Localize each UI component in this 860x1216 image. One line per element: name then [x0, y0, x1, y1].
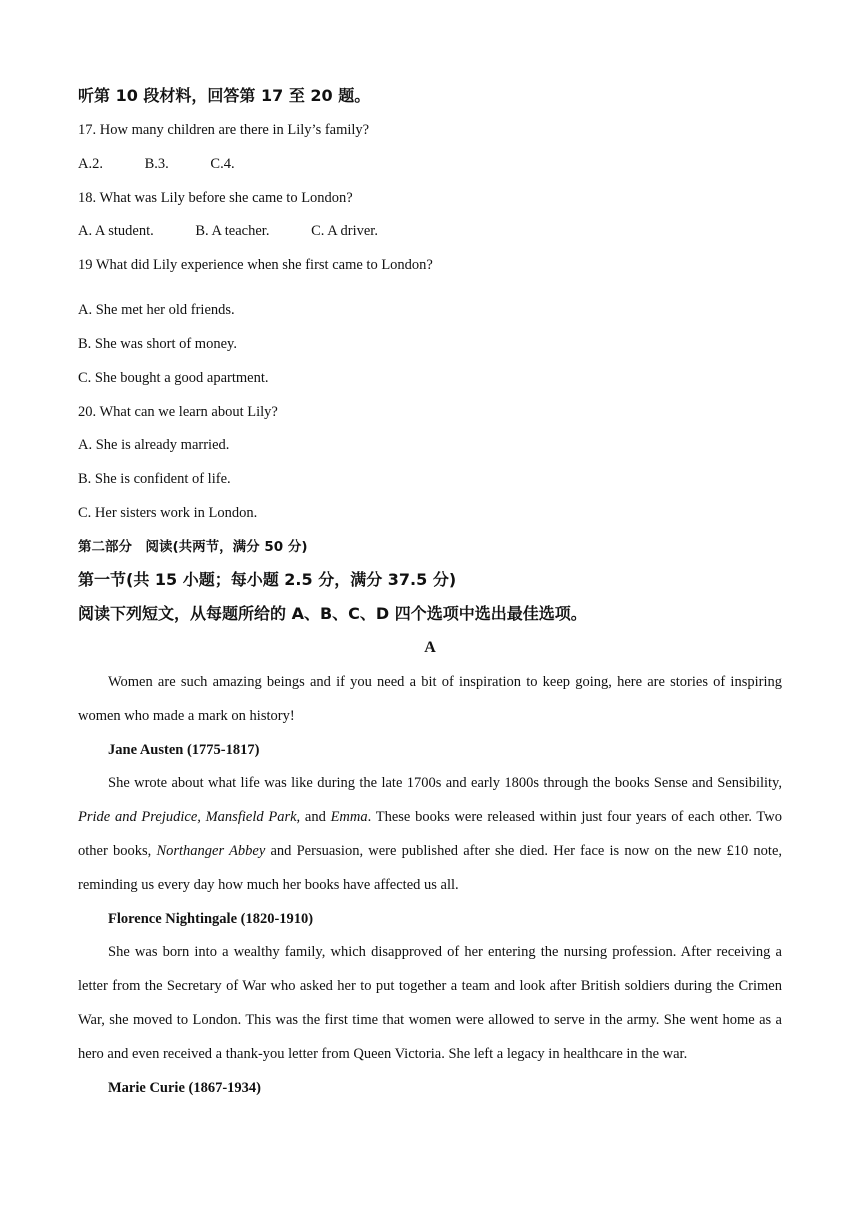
- option-20-a: A. She is already married.: [78, 437, 230, 453]
- option-19-b: B. She was short of money.: [78, 336, 237, 352]
- option-19-a: A. She met her old friends.: [78, 302, 235, 318]
- question-20: 20. What can we learn about Lily?: [78, 404, 278, 420]
- option-20-c: C. Her sisters work in London.: [78, 505, 258, 521]
- question-19: 19 What did Lily experience when she first came to London?: [78, 257, 433, 273]
- question-18: 18. What was Lily before she came to London?: [78, 190, 353, 206]
- austen-italic-emma: Emma: [330, 809, 368, 825]
- curie-title: Marie Curie (1867-1934): [108, 1080, 262, 1096]
- question-17-options: [78, 155, 235, 173]
- option-17-b: B.3.: [144, 156, 169, 172]
- passage-label: A: [424, 639, 436, 656]
- austen-text-2: and: [300, 809, 331, 825]
- option-19-c: C. She bought a good apartment.: [78, 370, 269, 386]
- section1-header: 第一节(共 15 小题；每小题 2.5 分，满分 37.5 分): [78, 570, 457, 589]
- question-17: 17. How many children are there in Lily’s family?: [78, 122, 370, 138]
- option-20-b: B. She is confident of life.: [78, 471, 231, 487]
- nightingale-title: Florence Nightingale (1820-1910): [108, 911, 314, 927]
- part2-header: 第二部分 阅读(共两节，满分 50 分): [78, 539, 308, 555]
- austen-text-3: . These books were released within just four years of each other. Two other books,: [78, 809, 783, 859]
- question-18-options: [78, 222, 378, 240]
- austen-italic-titles: Pride and Prejudice, Mansfield Park,: [78, 809, 301, 825]
- option-17-c: C.4.: [210, 156, 235, 172]
- option-18-c: C. A driver.: [311, 223, 378, 239]
- section10-header: 听第 10 段材料，回答第 17 至 20 题。: [78, 86, 371, 105]
- austen-title: Jane Austen (1775-1817): [108, 742, 260, 758]
- austen-text-1: She wrote about what life was like during the late 1700s and early 1800s through the books Sense and Sensibility,: [108, 775, 782, 791]
- austen-italic-northanger: Northanger Abbey: [156, 843, 266, 859]
- reading-instructions: 阅读下列短文，从每题所给的 A、B、C、D 四个选项中选出最佳选项。: [78, 604, 587, 623]
- austen-text-4: and Persuasion, were published after she died. Her face is now on the new £10 note, reminding us every day how much her books have affected us all.: [78, 843, 783, 893]
- intro-paragraph: Women are such amazing beings and if you need a bit of inspiration to keep going, here are stories of inspiring women who made a mark on history!: [78, 674, 782, 724]
- option-17-a: A.2.: [78, 156, 103, 172]
- option-18-b: B. A teacher.: [195, 223, 270, 239]
- option-18-a: A. A student.: [78, 223, 154, 239]
- austen-paragraph: [78, 766, 782, 902]
- nightingale-paragraph: She was born into a wealthy family, which disapproved of her entering the nursing profession. After receiving a letter from the Secretary of War who asked her to put together a team and look after British soldiers during the Crimen War, she moved to London. This was the first time that women were allowed to serve in the army. She went home as a hero and even received a thank-you letter from Queen Victoria. She left a legacy in healthcare in the war.: [78, 944, 782, 1062]
